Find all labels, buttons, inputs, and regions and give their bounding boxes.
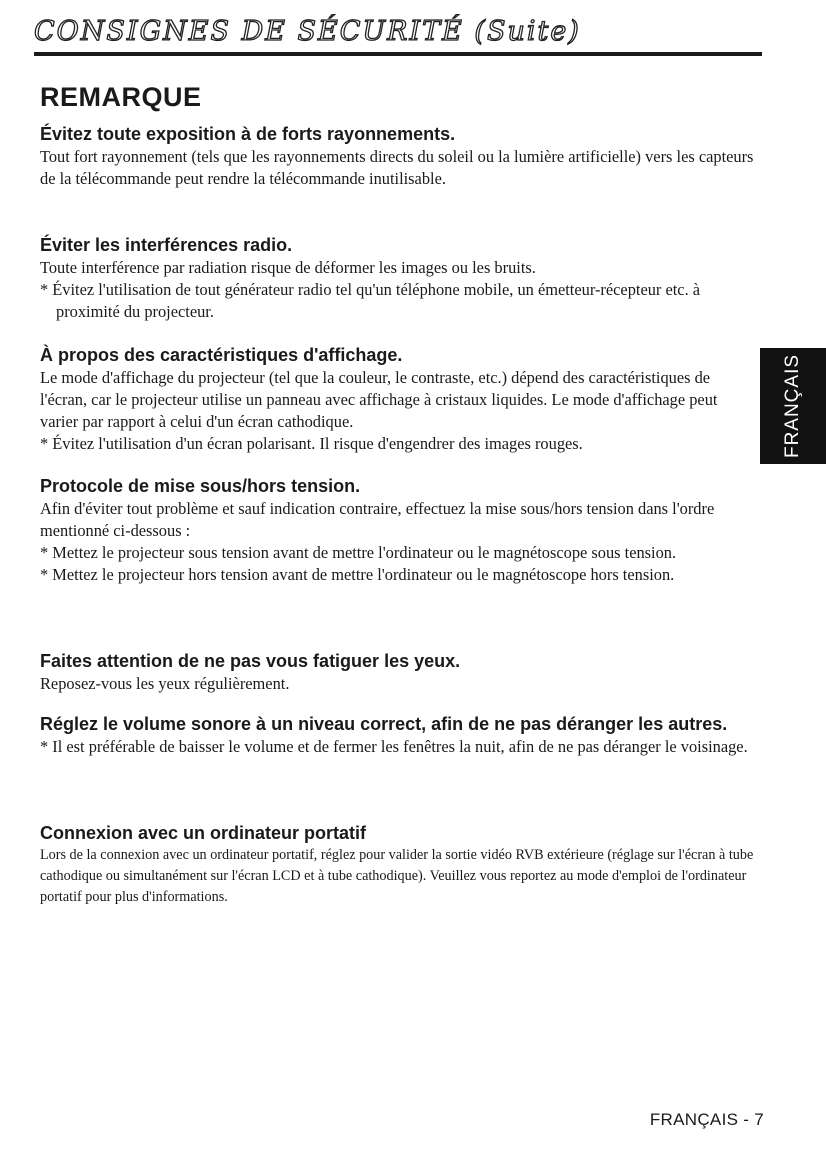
section-title: Éviter les interférences radio. [40, 235, 293, 255]
section-exposure [40, 123, 764, 190]
section-title: Réglez le volume sonore à un niveau correct, afin de ne pas déranger les autres. [40, 714, 728, 734]
section-paragraph: Le mode d'affichage du projecteur (tel que la couleur, le contraste, etc.) dépend des caractéristiques de l'écran, car le projecteur utilise un panneau avec affichage à cristaux liquides. Le mode d'affichage peut varier par rapport à celui d'un écran cathodique. [40, 368, 718, 431]
section-title: Faites attention de ne pas vous fatiguer les yeux. [40, 651, 461, 671]
page-title: CONSIGNES DE SÉCURITÉ (Suite) [34, 16, 581, 47]
section-bullet: * Évitez l'utilisation d'un écran polarisant. Il risque d'engendrer des images rouges. [40, 434, 583, 453]
section-bullet: * Évitez l'utilisation de tout générateur radio tel qu'un téléphone mobile, un émetteur-récepteur etc. à proximité du projecteur. [40, 280, 701, 321]
section-laptop-connection [40, 822, 764, 908]
section-paragraph: Reposez-vous les yeux régulièrement. [40, 674, 290, 693]
section-paragraph: Toute interférence par radiation risque de déformer les images ou les bruits. [40, 258, 536, 277]
page-header [34, 14, 762, 56]
section-title: Évitez toute exposition à de forts rayonnements. [40, 124, 456, 144]
section-title: Protocole de mise sous/hors tension. [40, 476, 361, 496]
section-volume [40, 713, 764, 758]
section-title: À propos des caractéristiques d'affichage. [40, 345, 403, 365]
section-paragraph: Afin d'éviter tout problème et sauf indication contraire, effectuez la mise sous/hors tension dans l'ordre mentionné ci-dessous : [40, 499, 715, 540]
section-radio-interference [40, 234, 764, 323]
header-rule [34, 52, 762, 56]
section-paragraph: Lors de la connexion avec un ordinateur portatif, réglez pour valider la sortie vidéo RVB extérieure (réglage sur l'écran à tube cathodique ou simultanément sur l'écran LCD et à tube cathodique). Veuillez vous reportez au mode d'emploi de l'ordinateur portatif pour plus d'informations. [40, 847, 754, 905]
section-bullet: * Mettez le projecteur sous tension avant de mettre l'ordinateur ou le magnétoscope sous tension. [40, 543, 677, 562]
language-tab-label: FRANÇAIS [782, 353, 803, 459]
section-bullet: * Il est préférable de baisser le volume et de fermer les fenêtres la nuit, afin de ne pas déranger le voisinage. [40, 737, 748, 756]
remark-heading: REMARQUE [40, 82, 202, 112]
language-side-tab [760, 348, 826, 464]
section-title: Connexion avec un ordinateur portatif [40, 823, 367, 843]
section-power-protocol [40, 475, 764, 586]
page-number: FRANÇAIS - 7 [649, 1110, 764, 1129]
section-display-characteristics [40, 344, 764, 455]
section-eye-fatigue [40, 650, 764, 695]
section-bullet: * Mettez le projecteur hors tension avant de mettre l'ordinateur ou le magnétoscope hors tension. [40, 565, 675, 584]
section-paragraph: Tout fort rayonnement (tels que les rayonnements directs du soleil ou la lumière artificielle) vers les capteurs de la télécommande peut rendre la télécommande inutilisable. [40, 147, 754, 188]
